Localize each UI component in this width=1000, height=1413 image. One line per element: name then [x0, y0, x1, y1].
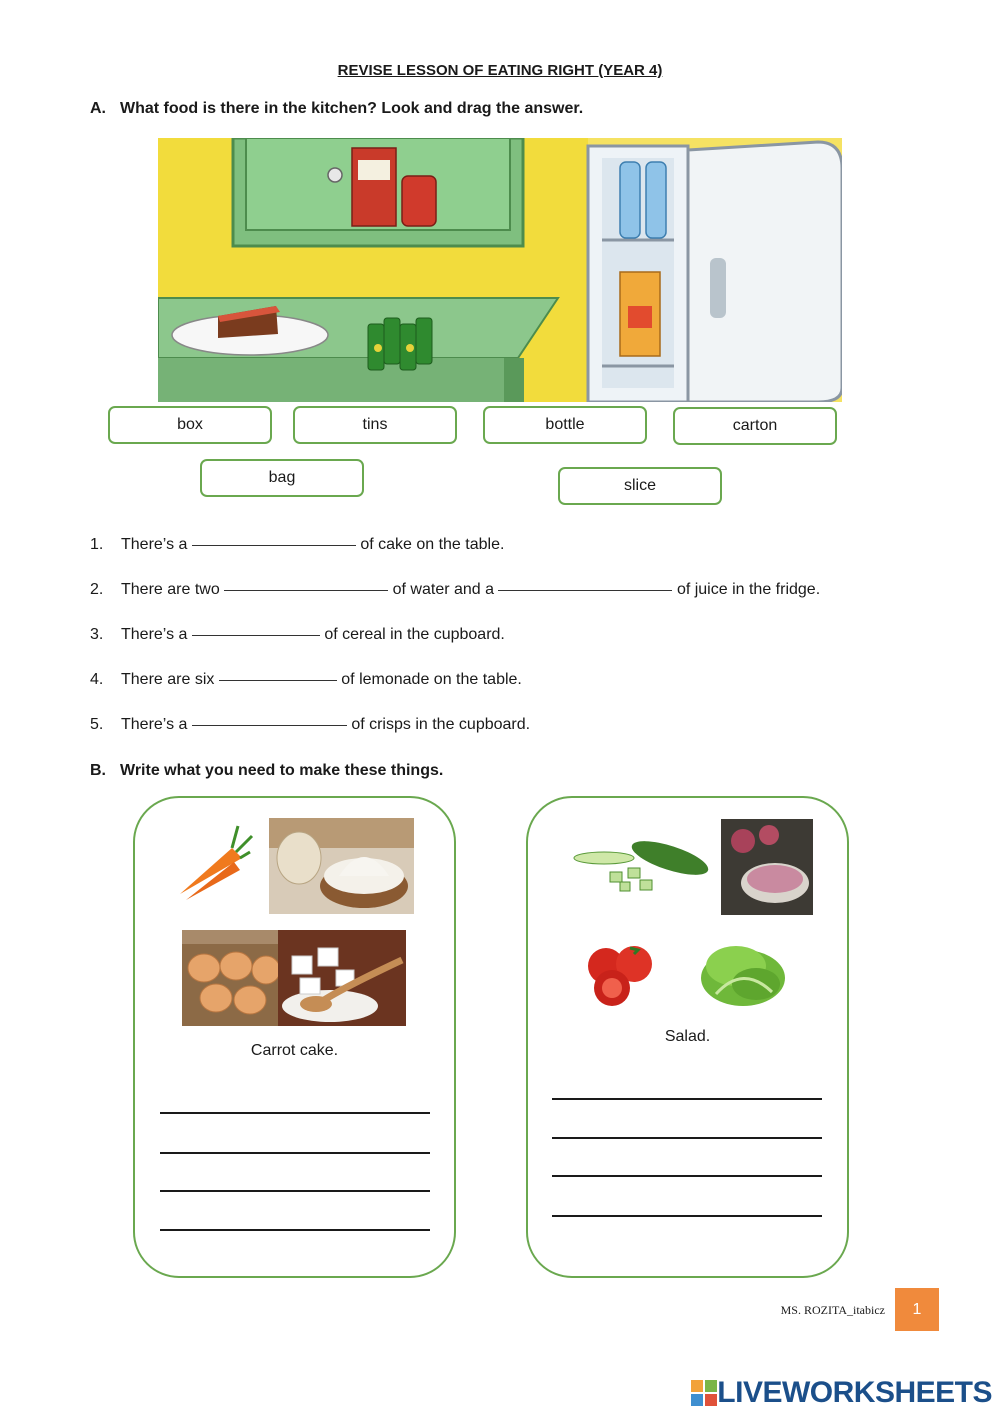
lettuce-photo: [696, 934, 790, 1010]
section-b-instruction: Write what you need to make these things.: [120, 762, 444, 779]
question-2: 2. There are two of water and a of juice in the fridge.: [90, 581, 821, 598]
answer-line-cake-3[interactable]: [160, 1190, 430, 1192]
onion-photo: [721, 819, 813, 915]
page-number: 1: [895, 1288, 939, 1331]
section-a-label: A.: [90, 100, 106, 117]
flour-photo: [269, 818, 414, 914]
question-3: 3. There’s a of cereal in the cupboard.: [90, 626, 505, 643]
section-a-instruction: What food is there in the kitchen? Look and drag the answer.: [120, 100, 584, 117]
eggs-photo: [182, 930, 278, 1026]
answer-line-cake-1[interactable]: [160, 1112, 430, 1114]
question-1: 1. There’s a of cake on the table.: [90, 536, 505, 553]
answer-line-cake-2[interactable]: [160, 1152, 430, 1154]
word-chip-carton[interactable]: carton: [673, 407, 837, 445]
answer-blank-4[interactable]: [219, 680, 337, 681]
liveworksheets-logo: [691, 1376, 992, 1410]
answer-blank-1[interactable]: [192, 545, 356, 546]
word-chip-tins[interactable]: tins: [293, 406, 457, 444]
question-4: 4. There are six of lemonade on the table.: [90, 671, 522, 688]
answer-line-salad-3[interactable]: [552, 1175, 822, 1177]
answer-line-salad-4[interactable]: [552, 1215, 822, 1217]
answer-line-salad-1[interactable]: [552, 1098, 822, 1100]
answer-line-cake-4[interactable]: [160, 1229, 430, 1231]
kitchen-illustration: [158, 138, 842, 402]
tomato-photo: [584, 940, 660, 1008]
brand-text: LIVEWORKSHEETS: [717, 1376, 992, 1409]
answer-blank-3[interactable]: [192, 635, 320, 636]
word-chip-box[interactable]: box: [108, 406, 272, 444]
footer-author: MS. ROZITA_itabicz: [780, 1303, 885, 1317]
carrot-photo: [172, 822, 254, 904]
word-chip-slice[interactable]: slice: [558, 467, 722, 505]
answer-blank-2a[interactable]: [224, 590, 388, 591]
answer-blank-5[interactable]: [192, 725, 347, 726]
answer-line-salad-2[interactable]: [552, 1137, 822, 1139]
card-caption-carrot-cake: Carrot cake.: [250, 1042, 339, 1059]
section-b-label: B.: [90, 762, 106, 779]
section-a-heading: [90, 100, 583, 118]
sugar-photo: [278, 930, 406, 1026]
answer-blank-2b[interactable]: [498, 590, 672, 591]
liveworksheets-badge-icon: [691, 1380, 717, 1406]
cucumber-photo: [570, 834, 712, 894]
card-caption-salad: Salad.: [664, 1028, 711, 1045]
section-b-heading: [90, 762, 443, 780]
word-chip-bottle[interactable]: bottle: [483, 406, 647, 444]
word-chip-bag[interactable]: bag: [200, 459, 364, 497]
page-title: REVISE LESSON OF EATING RIGHT (YEAR 4): [337, 62, 663, 79]
question-5: 5. There’s a of crisps in the cupboard.: [90, 716, 531, 733]
